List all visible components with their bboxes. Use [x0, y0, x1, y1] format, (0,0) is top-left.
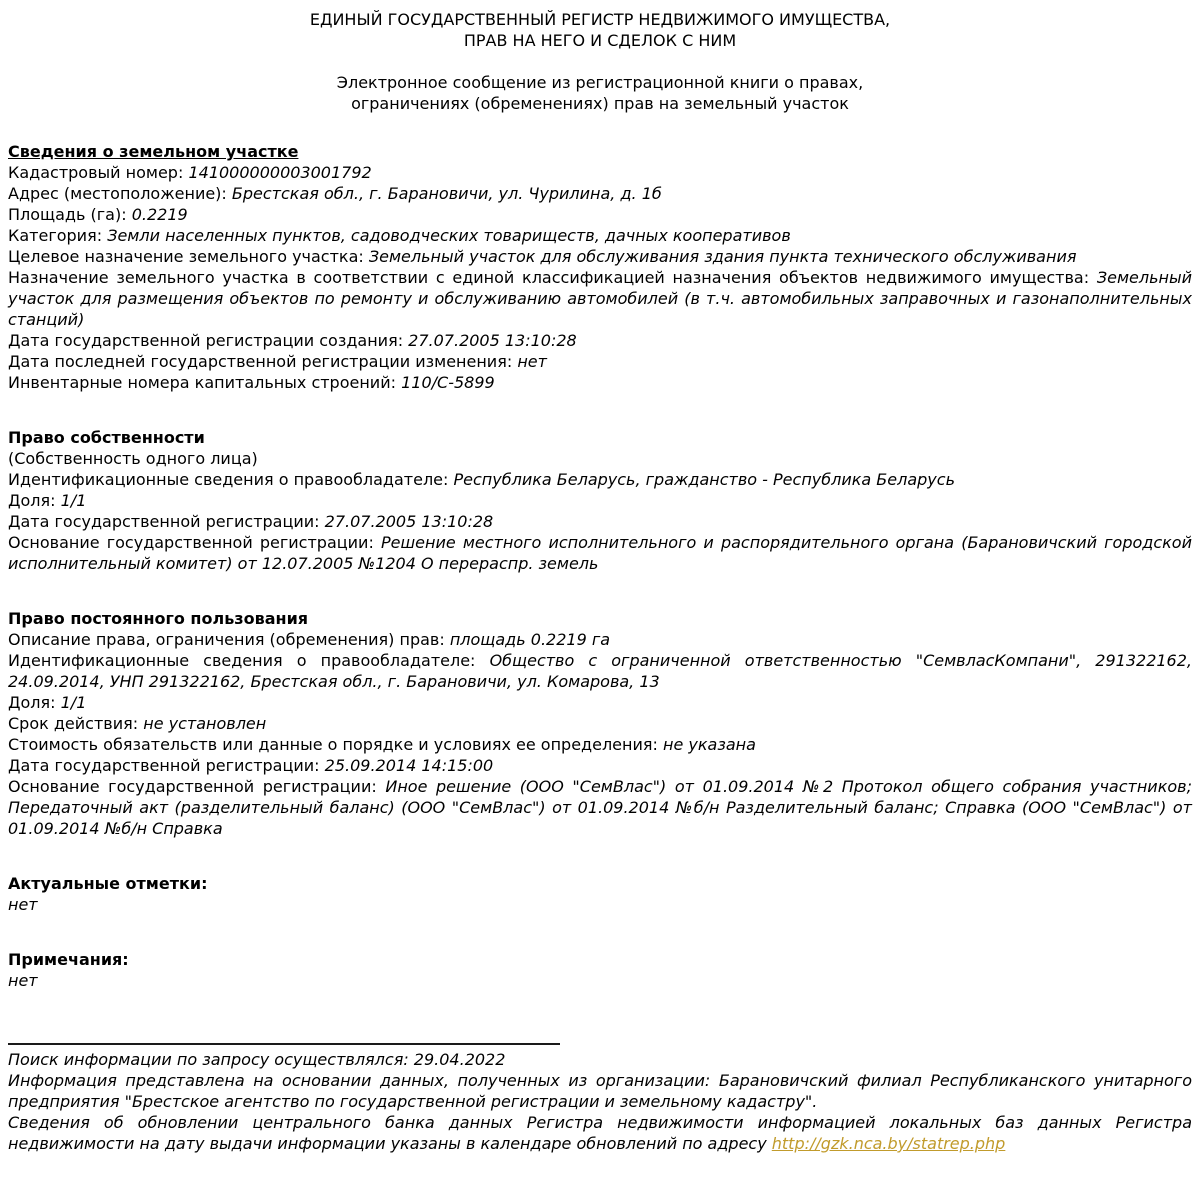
field-line [8, 469, 1192, 490]
field-label: Идентификационные сведения о правообладателе: [8, 651, 476, 670]
document-title [8, 9, 1192, 51]
field-value: нет [8, 971, 38, 990]
field-value: 1/1 [60, 693, 87, 712]
field-value: Республика Беларусь, гражданство - Республика Беларусь [453, 470, 955, 489]
field-line [8, 755, 1192, 776]
field-value: Земельный участок для обслуживания здания пункта технического обслуживания [368, 247, 1077, 266]
field-value: 1/1 [60, 491, 87, 510]
field-label: Дата государственной регистрации: [8, 512, 320, 531]
field-value: Брестская обл., г. Барановичи, ул. Чурилина, д. 1б [231, 184, 662, 203]
field-value: Решение местного исполнительного и распорядительного органа (Барановичский городской исполнительный комитет) от 12.07.2005 №1204 О перераспр. земель [8, 533, 1192, 573]
subtitle-line-2: ограничениях (обременениях) прав на земельный участок [351, 94, 849, 113]
field-value: площадь 0.2219 га [449, 630, 611, 649]
field-label: Целевое назначение земельного участка: [8, 247, 364, 266]
document-subtitle [8, 72, 1192, 114]
section-ownership-right [8, 427, 1192, 574]
field-line [8, 204, 1192, 225]
field-line [8, 448, 1192, 469]
field-line [8, 734, 1192, 755]
title-line-1: ЕДИНЫЙ ГОСУДАРСТВЕННЫЙ РЕГИСТР НЕДВИЖИМОГО ИМУЩЕСТВА, [309, 10, 891, 29]
field-value: нет [517, 352, 547, 371]
field-label: Дата последней государственной регистрации изменения: [8, 352, 513, 371]
field-value: 110/С-5899 [401, 373, 495, 392]
section-heading: Актуальные отметки: [8, 874, 208, 893]
field-line [8, 894, 1192, 915]
field-line [8, 351, 1192, 372]
footer-search-date-line: Поиск информации по запросу осуществлялся: 29.04.2022 [8, 1050, 506, 1069]
field-label: Основание государственной регистрации: [8, 777, 377, 796]
section-current-marks [8, 873, 1192, 915]
field-line [8, 225, 1192, 246]
statrep-link[interactable]: http://gzk.nca.by/statrep.php [771, 1134, 1006, 1153]
field-line [8, 650, 1192, 692]
field-line [8, 692, 1192, 713]
field-line [8, 372, 1192, 393]
field-value: не установлен [143, 714, 267, 733]
field-line [8, 970, 1192, 991]
field-label: Доля: [8, 491, 56, 510]
field-value: Земли населенных пунктов, садоводческих товариществ, дачных кооперативов [107, 226, 791, 245]
field-label: Кадастровый номер: [8, 163, 184, 182]
section-permanent-use-right [8, 608, 1192, 839]
field-value: 25.09.2014 14:15:00 [324, 756, 494, 775]
field-label: Описание права, ограничения (обременения) прав: [8, 630, 445, 649]
field-line [8, 776, 1192, 839]
field-value: Иное решение (ООО "СемВлас") от 01.09.2014 №2 Протокол общего собрания участников; Передаточный акт (разделительный баланс) (ООО "СемВлас") от 01.09.2014 №б/н Разделительный баланс; Справка (ООО "СемВлас") от 01.09.2014 №б/н Справка [8, 777, 1192, 838]
separator-line [8, 1043, 560, 1045]
field-line [8, 713, 1192, 734]
field-label: Инвентарные номера капитальных строений: [8, 373, 396, 392]
field-label: Срок действия: [8, 714, 139, 733]
field-line [8, 490, 1192, 511]
section-land-plot-info [8, 141, 1192, 393]
field-line [8, 511, 1192, 532]
footer-update-text: Сведения об обновлении центрального банка данных Регистра недвижимости информацией локальных баз данных Регистра недвижимости на дату выдачи информации указаны в календаре обновлений по адресу [8, 1113, 1192, 1153]
section-notes [8, 949, 1192, 991]
field-label: Стоимость обязательств или данные о порядке и условиях ее определения: [8, 735, 658, 754]
field-label: Дата государственной регистрации: [8, 756, 320, 775]
field-line [8, 532, 1192, 574]
field-value: Общество с ограниченной ответственностью "СемвласКомпани", 291322162, 24.09.2014, УНП 291322162, Брестская обл., г. Барановичи, ул. Комарова, 13 [8, 651, 1193, 691]
section-heading: Сведения о земельном участке [8, 142, 299, 161]
section-heading: Примечания: [8, 950, 129, 969]
field-value: 27.07.2005 13:10:28 [408, 331, 577, 350]
field-line [8, 183, 1192, 204]
field-line [8, 246, 1192, 267]
field-value: 141000000003001792 [188, 163, 372, 182]
title-line-2: ПРАВ НА НЕГО И СДЕЛОК С НИМ [463, 31, 737, 50]
footer-update-line [8, 1112, 1192, 1154]
field-label: Категория: [8, 226, 103, 245]
field-value: нет [8, 895, 38, 914]
field-label: Назначение земельного участка в соответствии с единой классификацией назначения объектов недвижимого имущества: [8, 268, 1090, 287]
section-heading: Право собственности [8, 428, 205, 447]
field-label: Основание государственной регистрации: [8, 533, 374, 552]
field-label: Адрес (местоположение): [8, 184, 227, 203]
field-label: Площадь (га): [8, 205, 127, 224]
field-value: Земельный участок для размещения объектов по ремонту и обслуживанию автомобилей (в т.ч. автомобильных заправочных и газонаполнительных станций) [8, 268, 1193, 329]
field-label: Дата государственной регистрации создания: [8, 331, 404, 350]
field-line [8, 629, 1192, 650]
field-line [8, 267, 1192, 330]
field-line [8, 162, 1192, 183]
footer-source-line: Информация представлена на основании данных, полученных из организации: Барановичский филиал Республиканского унитарного предприятия "Брестское агентство по государственной регистрации и земельному кадастру". [8, 1071, 1192, 1111]
field-label: Доля: [8, 693, 56, 712]
field-label: (Собственность одного лица) [8, 449, 258, 468]
field-value: 27.07.2005 13:10:28 [324, 512, 494, 531]
field-line [8, 330, 1192, 351]
footer [8, 1043, 1192, 1154]
subtitle-line-1: Электронное сообщение из регистрационной книги о правах, [336, 73, 864, 92]
field-value: 0.2219 [131, 205, 188, 224]
sections-container [8, 141, 1192, 991]
section-heading: Право постоянного пользования [8, 609, 309, 628]
field-value: не указана [662, 735, 756, 754]
field-label: Идентификационные сведения о правообладателе: [8, 470, 449, 489]
